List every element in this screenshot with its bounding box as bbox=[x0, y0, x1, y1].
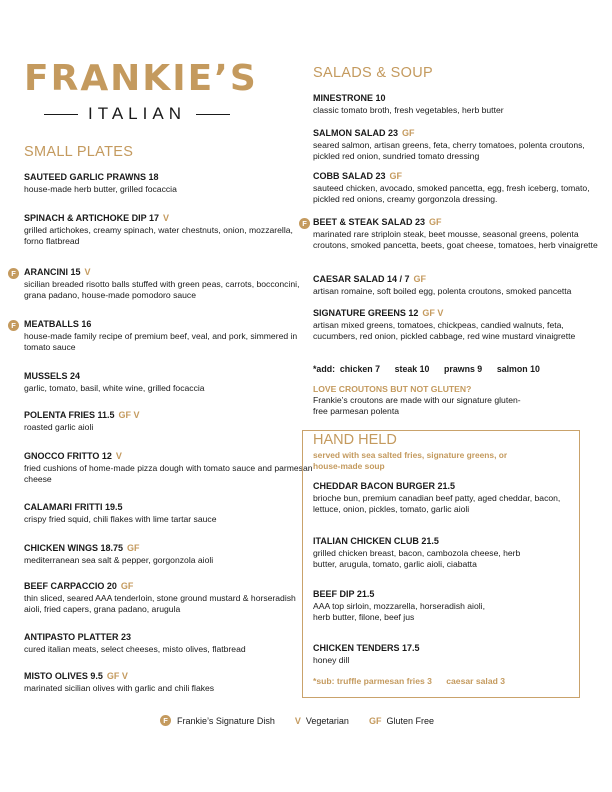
signature-badge-icon: F bbox=[8, 268, 19, 279]
item-tags: GF V bbox=[118, 410, 140, 420]
item-tags: GF bbox=[429, 217, 442, 227]
item-name: CHEDDAR BACON BURGER 21.5 bbox=[313, 481, 456, 491]
item-tags: V bbox=[84, 267, 91, 277]
menu-item bbox=[313, 274, 603, 297]
menu-item bbox=[24, 581, 314, 614]
item-description: grilled chicken breast, bacon, cambozola cheese, herb butter, arugula, tomato, garlic aioli, ciabatta bbox=[313, 548, 521, 569]
menu-item bbox=[313, 643, 573, 666]
hand-held-subtitle: served with sea salted fries, signature greens, or house-made soup bbox=[313, 450, 508, 471]
item-description: sicilian breaded risotto balls stuffed with green peas, carrots, bocconcini, grana padano, house-made pomodoro sauce bbox=[24, 279, 300, 300]
item-name: CHICKEN WINGS 18.75 bbox=[24, 543, 124, 553]
item-name: SPINACH & ARTICHOKE DIP 17 bbox=[24, 213, 160, 223]
item-tags: GF bbox=[389, 171, 403, 181]
item-name: POLENTA FRIES 11.5 bbox=[24, 410, 115, 420]
croutons-title: LOVE CROUTONS BUT NOT GLUTEN? bbox=[313, 384, 472, 394]
menu-item bbox=[313, 589, 573, 622]
legend-gluten-free-label: Gluten Free bbox=[386, 715, 434, 726]
item-name: MEATBALLS 16 bbox=[24, 319, 92, 329]
menu-item bbox=[313, 217, 603, 250]
item-name: SAUTEED GARLIC PRAWNS 18 bbox=[24, 172, 159, 182]
item-name: COBB SALAD 23 bbox=[313, 171, 386, 181]
menu-item bbox=[24, 267, 314, 300]
item-name: SIGNATURE GREENS 12 bbox=[313, 308, 419, 318]
menu-item bbox=[313, 93, 603, 116]
item-description: roasted garlic aioli bbox=[24, 422, 94, 432]
item-description: crispy fried squid, chili flakes with lime tartar sauce bbox=[24, 514, 217, 524]
item-description: classic tomato broth, fresh vegetables, herb butter bbox=[313, 105, 504, 115]
logo-subtitle-text: ITALIAN bbox=[88, 104, 186, 123]
legend bbox=[160, 715, 434, 726]
item-name: MUSSELS 24 bbox=[24, 371, 81, 381]
item-description: artisan romaine, soft boiled egg, polenta croutons, smoked pancetta bbox=[313, 286, 572, 296]
signature-badge-icon: F bbox=[160, 715, 171, 726]
menu-item bbox=[24, 172, 314, 195]
item-name: BEEF DIP 21.5 bbox=[313, 589, 375, 599]
item-name: SALMON SALAD 23 bbox=[313, 128, 399, 138]
legend-gluten-free-symbol: GF bbox=[368, 715, 382, 726]
item-name: BEEF CARPACCIO 20 bbox=[24, 581, 117, 591]
menu-item bbox=[24, 671, 314, 694]
item-description: grilled artichokes, creamy spinach, water chestnuts, onion, mozzarella, forno flatbread bbox=[24, 225, 293, 246]
logo-subtitle bbox=[24, 104, 250, 124]
menu-item bbox=[24, 319, 314, 352]
item-name: MINESTRONE 10 bbox=[313, 93, 386, 103]
item-description: honey dill bbox=[313, 655, 350, 665]
item-description: sauteed chicken, avocado, smoked pancetta, egg, fresh iceberg, tomato, pickled red onions, creamy gorgonzola dressing. bbox=[313, 183, 590, 204]
item-tags: V bbox=[163, 213, 170, 223]
menu-item bbox=[313, 481, 573, 514]
menu-item bbox=[313, 536, 573, 569]
menu-item bbox=[24, 371, 314, 394]
item-tags: GF bbox=[127, 543, 140, 553]
item-tags: V bbox=[115, 451, 122, 461]
menu-item bbox=[24, 632, 314, 655]
menu-item bbox=[313, 308, 603, 341]
menu-item bbox=[24, 502, 314, 525]
item-name: BEET & STEAK SALAD 23 bbox=[313, 217, 426, 227]
item-description: thin sliced, seared AAA tenderloin, stone ground mustard & horseradish aioli, fried capers, grana padano, arugula bbox=[24, 593, 296, 614]
item-tags: GF bbox=[402, 128, 415, 138]
item-tags: GF bbox=[413, 274, 427, 284]
item-tags: GF V bbox=[106, 671, 128, 681]
item-tags: GF V bbox=[422, 308, 444, 318]
menu-item bbox=[24, 451, 314, 484]
menu-item bbox=[24, 410, 314, 433]
logo bbox=[24, 58, 258, 124]
item-description: fried cushions of home-made pizza dough with tomato sauce and parmesan cheese bbox=[24, 463, 313, 484]
item-name: MISTO OLIVES 9.5 bbox=[24, 671, 103, 681]
item-description: cured italian meats, select cheeses, misto olives, flatbread bbox=[24, 644, 246, 654]
menu-item bbox=[24, 543, 314, 566]
item-name: ITALIAN CHICKEN CLUB 21.5 bbox=[313, 536, 439, 546]
item-description: mediterranean sea salt & pepper, gorgonzola aioli bbox=[24, 555, 214, 565]
item-description: marinated sicilian olives with garlic and chili flakes bbox=[24, 683, 215, 693]
item-name: CALAMARI FRITTI 19.5 bbox=[24, 502, 123, 512]
legend-vegetarian-symbol: V bbox=[294, 715, 301, 726]
signature-badge-icon: F bbox=[299, 218, 310, 229]
item-description: seared salmon, artisan greens, feta, cherry tomatoes, polenta croutons, pickled red onion, sundried tomato dressing bbox=[313, 140, 585, 161]
logo-rule-left bbox=[44, 114, 78, 115]
add-protein-line: *add: chicken 7 steak 10 prawns 9 salmon 10 bbox=[313, 364, 540, 374]
croutons-description: Frankie’s croutons are made with our signature gluten-free parmesan polenta bbox=[313, 395, 521, 416]
logo-wordmark: FRANKIE’S bbox=[24, 58, 258, 99]
item-description: house-made herb butter, grilled focaccia bbox=[24, 184, 177, 194]
item-name: GNOCCO FRITTO 12 bbox=[24, 451, 112, 461]
salads-soup-title: SALADS & SOUP bbox=[313, 65, 433, 81]
menu-item bbox=[24, 213, 314, 246]
item-description: house-made family recipe of premium beef, veal, and pork, simmered in tomato sauce bbox=[24, 331, 298, 352]
legend-vegetarian-label: Vegetarian bbox=[305, 715, 349, 726]
item-name: ARANCINI 15 bbox=[24, 267, 81, 277]
signature-badge-icon: F bbox=[8, 320, 19, 331]
item-name: CHICKEN TENDERS 17.5 bbox=[313, 643, 420, 653]
item-description: garlic, tomato, basil, white wine, grilled focaccia bbox=[24, 383, 205, 393]
item-description: brioche bun, premium canadian beef patty, aged cheddar, bacon, lettuce, onion, pickles, tomato, garlic aioli bbox=[313, 493, 561, 514]
menu-item bbox=[313, 171, 603, 204]
item-description: artisan mixed greens, tomatoes, chickpeas, candied walnuts, feta, cucumbers, red onion, pickled cabbage, red wine mustard vinaigrette bbox=[313, 320, 576, 341]
item-description: AAA top sirloin, mozzarella, horseradish aioli, herb butter, filone, beef jus bbox=[313, 601, 485, 622]
legend-signature-label: Frankie’s Signature Dish bbox=[177, 715, 275, 726]
sub-sides-line: *sub: truffle parmesan fries 3 caesar salad 3 bbox=[313, 676, 506, 686]
item-description: marinated rare striploin steak, beet mousse, seasonal greens, polenta croutons, smoked pancetta, beets, goat cheese, tomatoes, herb vinaigrette bbox=[313, 229, 598, 250]
hand-held-title: HAND HELD bbox=[313, 432, 397, 448]
item-name: ANTIPASTO PLATTER 23 bbox=[24, 632, 132, 642]
logo-rule-right bbox=[196, 114, 230, 115]
small-plates-title: SMALL PLATES bbox=[24, 144, 134, 160]
menu-item bbox=[313, 128, 603, 161]
item-name: CAESAR SALAD 14 / 7 bbox=[313, 274, 410, 284]
item-tags: GF bbox=[120, 581, 134, 591]
